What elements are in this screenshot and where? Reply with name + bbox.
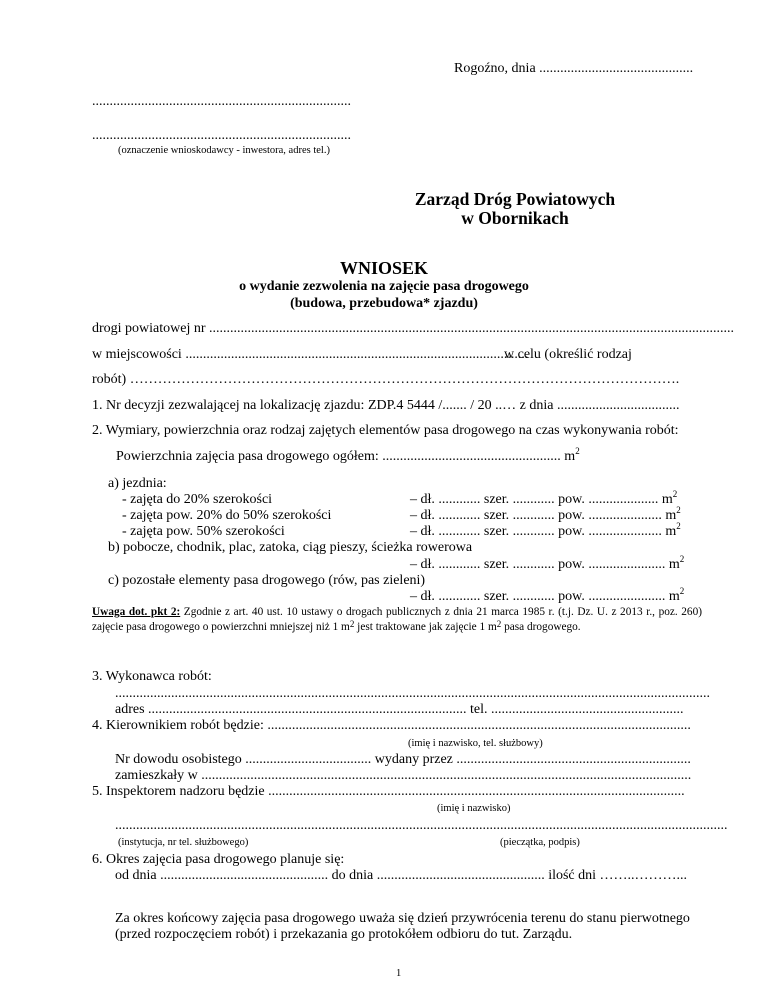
section-a3-label: - zajęta pow. 50% szerokości (122, 524, 285, 539)
final-period-text-2: (przed rozpoczęciem robót) i przekazania go protokółem odbioru do tut. Zarządu. (115, 927, 573, 942)
section-a-label: a) jezdnia: (108, 476, 167, 491)
unit-superscript: 2 (676, 521, 681, 531)
purpose-label: w celu (określić rodzaj (504, 347, 632, 362)
institution-line: ............................................................................................................................................................................... (115, 818, 728, 833)
period-label: 6. Okres zajęcia pasa drogowego planuje się: (92, 852, 345, 867)
section-b-label: b) pobocze, chodnik, plac, zatoka, ciąg pieszy, ścieżka rowerowa (108, 540, 473, 555)
inspector-line: 5. Inspektorem nadzoru będzie ....................................................................................................................... (92, 784, 685, 799)
document-subtitle-2: (budowa, przebudowa* zjazdu) (290, 296, 478, 311)
total-surface-text: Powierzchnia zajęcia pasa drogowego ogółem: ................................................... m (116, 449, 576, 464)
unit-superscript: 2 (349, 618, 355, 629)
inspector-caption: (imię i nazwisko) (437, 803, 511, 814)
unit-superscript: 2 (679, 554, 685, 564)
period-dates-line: od dnia ................................................ do dnia ................................................ ilość dni ……..………... (115, 868, 688, 883)
unit-superscript: 2 (679, 586, 685, 596)
contractor-label: 3. Wykonawca robót: (92, 669, 212, 684)
works-type-line: robót) ………………………………………………………………………………………………………. (92, 372, 680, 387)
institution-caption: (instytucja, nr tel. służbowego) (118, 837, 249, 848)
contractor-line: .......................................................................................................................................................................... (115, 686, 710, 701)
site-manager-caption: (imię i nazwisko, tel. służbowy) (408, 738, 543, 749)
stamp-caption: (pieczątka, podpis) (500, 837, 580, 848)
place-date-line: Rogoźno, dnia ............................................ (454, 61, 694, 76)
unit-superscript: 2 (672, 489, 678, 499)
section-a1-label: - zajęta do 20% szerokości (122, 492, 273, 507)
section-a3-dimensions (410, 521, 681, 540)
dims-text: – dł. ............ szer. ............ pow. ..................... m (410, 524, 677, 539)
document-title: WNIOSEK (339, 258, 429, 278)
note-heading: Uwaga dot. pkt 2: (92, 606, 181, 618)
dims-text: – dł. ............ szer. ............ pow. ...................... m (410, 589, 680, 604)
note-text: jest traktowane jak zajęcie 1 m (354, 620, 497, 633)
site-manager-line: 4. Kierownikiem robót będzie: ......................................................................................................................... (92, 718, 691, 733)
note-text: pasa drogowego. (501, 620, 581, 633)
section-a2-dimensions (410, 505, 681, 524)
page-number: 1 (396, 968, 402, 979)
unit-superscript: 2 (676, 505, 681, 515)
applicant-line-1: .......................................................................... (92, 94, 351, 109)
note-text: Zgodnie z art. 40 ust. 10 ustawy o drogach publicznych z dnia 21 marca 1985 r. (t.j. Dz. U. z 2013 r., poz. 260) zajęcie pasa drogowego o powierzchni mniejszej niż 1 m (92, 606, 702, 633)
section-c-label: c) pozostałe elementy pasa drogowego (rów, pas zieleni) (108, 573, 426, 588)
road-number-line: drogi powiatowej nr ...................................................................................................................................................... (92, 321, 735, 336)
locality-line: w miejscowości .................................................................................................. (92, 347, 529, 362)
id-document-line: Nr dowodu osobistego .................................... wydany przez ................................................................... (115, 752, 691, 767)
applicant-line-2: .......................................................................... (92, 128, 351, 143)
section-a2-label: - zajęta pow. 20% do 50% szerokości (122, 508, 332, 523)
section-a1-dimensions (410, 489, 678, 508)
total-surface-line (116, 446, 580, 465)
dims-text: – dł. ............ szer. ............ pow. ..................... m (410, 508, 677, 523)
final-period-text-1: Za okres końcowy zajęcia pasa drogowego uważa się dzień przywrócenia terenu do stanu pierwotnego (115, 911, 690, 926)
unit-superscript: 2 (496, 618, 502, 629)
section-c-dimensions (410, 586, 685, 605)
dims-text: – dł. ............ szer. ............ pow. ...................... m (410, 557, 680, 572)
note-paragraph (92, 605, 702, 634)
document-subtitle-1: o wydanie zezwolenia na zajęcie pasa drogowego (239, 279, 529, 294)
addressee-city: w Obornikach (461, 208, 569, 228)
contractor-address-line: adres ........................................................................................... tel. ....................................................... (115, 702, 684, 717)
section-b-dimensions (410, 554, 685, 573)
decision-number-line: 1. Nr decyzji zezwalającej na lokalizację zjazdu: ZDP.4 5444 /....... / 20 ..… z dnia ................................... (92, 398, 680, 413)
applicant-caption: (oznaczenie wnioskodawcy - inwestora, adres tel.) (118, 145, 330, 156)
dimensions-heading: 2. Wymiary, powierzchnia oraz rodzaj zajętych elementów pasa drogowego na czas wykonywania robót: (92, 423, 679, 438)
addressee-name: Zarząd Dróg Powiatowych (414, 189, 616, 209)
unit-superscript: 2 (575, 446, 580, 456)
dims-text: – dł. ............ szer. ............ pow. .................... m (410, 492, 673, 507)
residence-line: zamieszkały w ............................................................................................................................................ (115, 768, 692, 783)
